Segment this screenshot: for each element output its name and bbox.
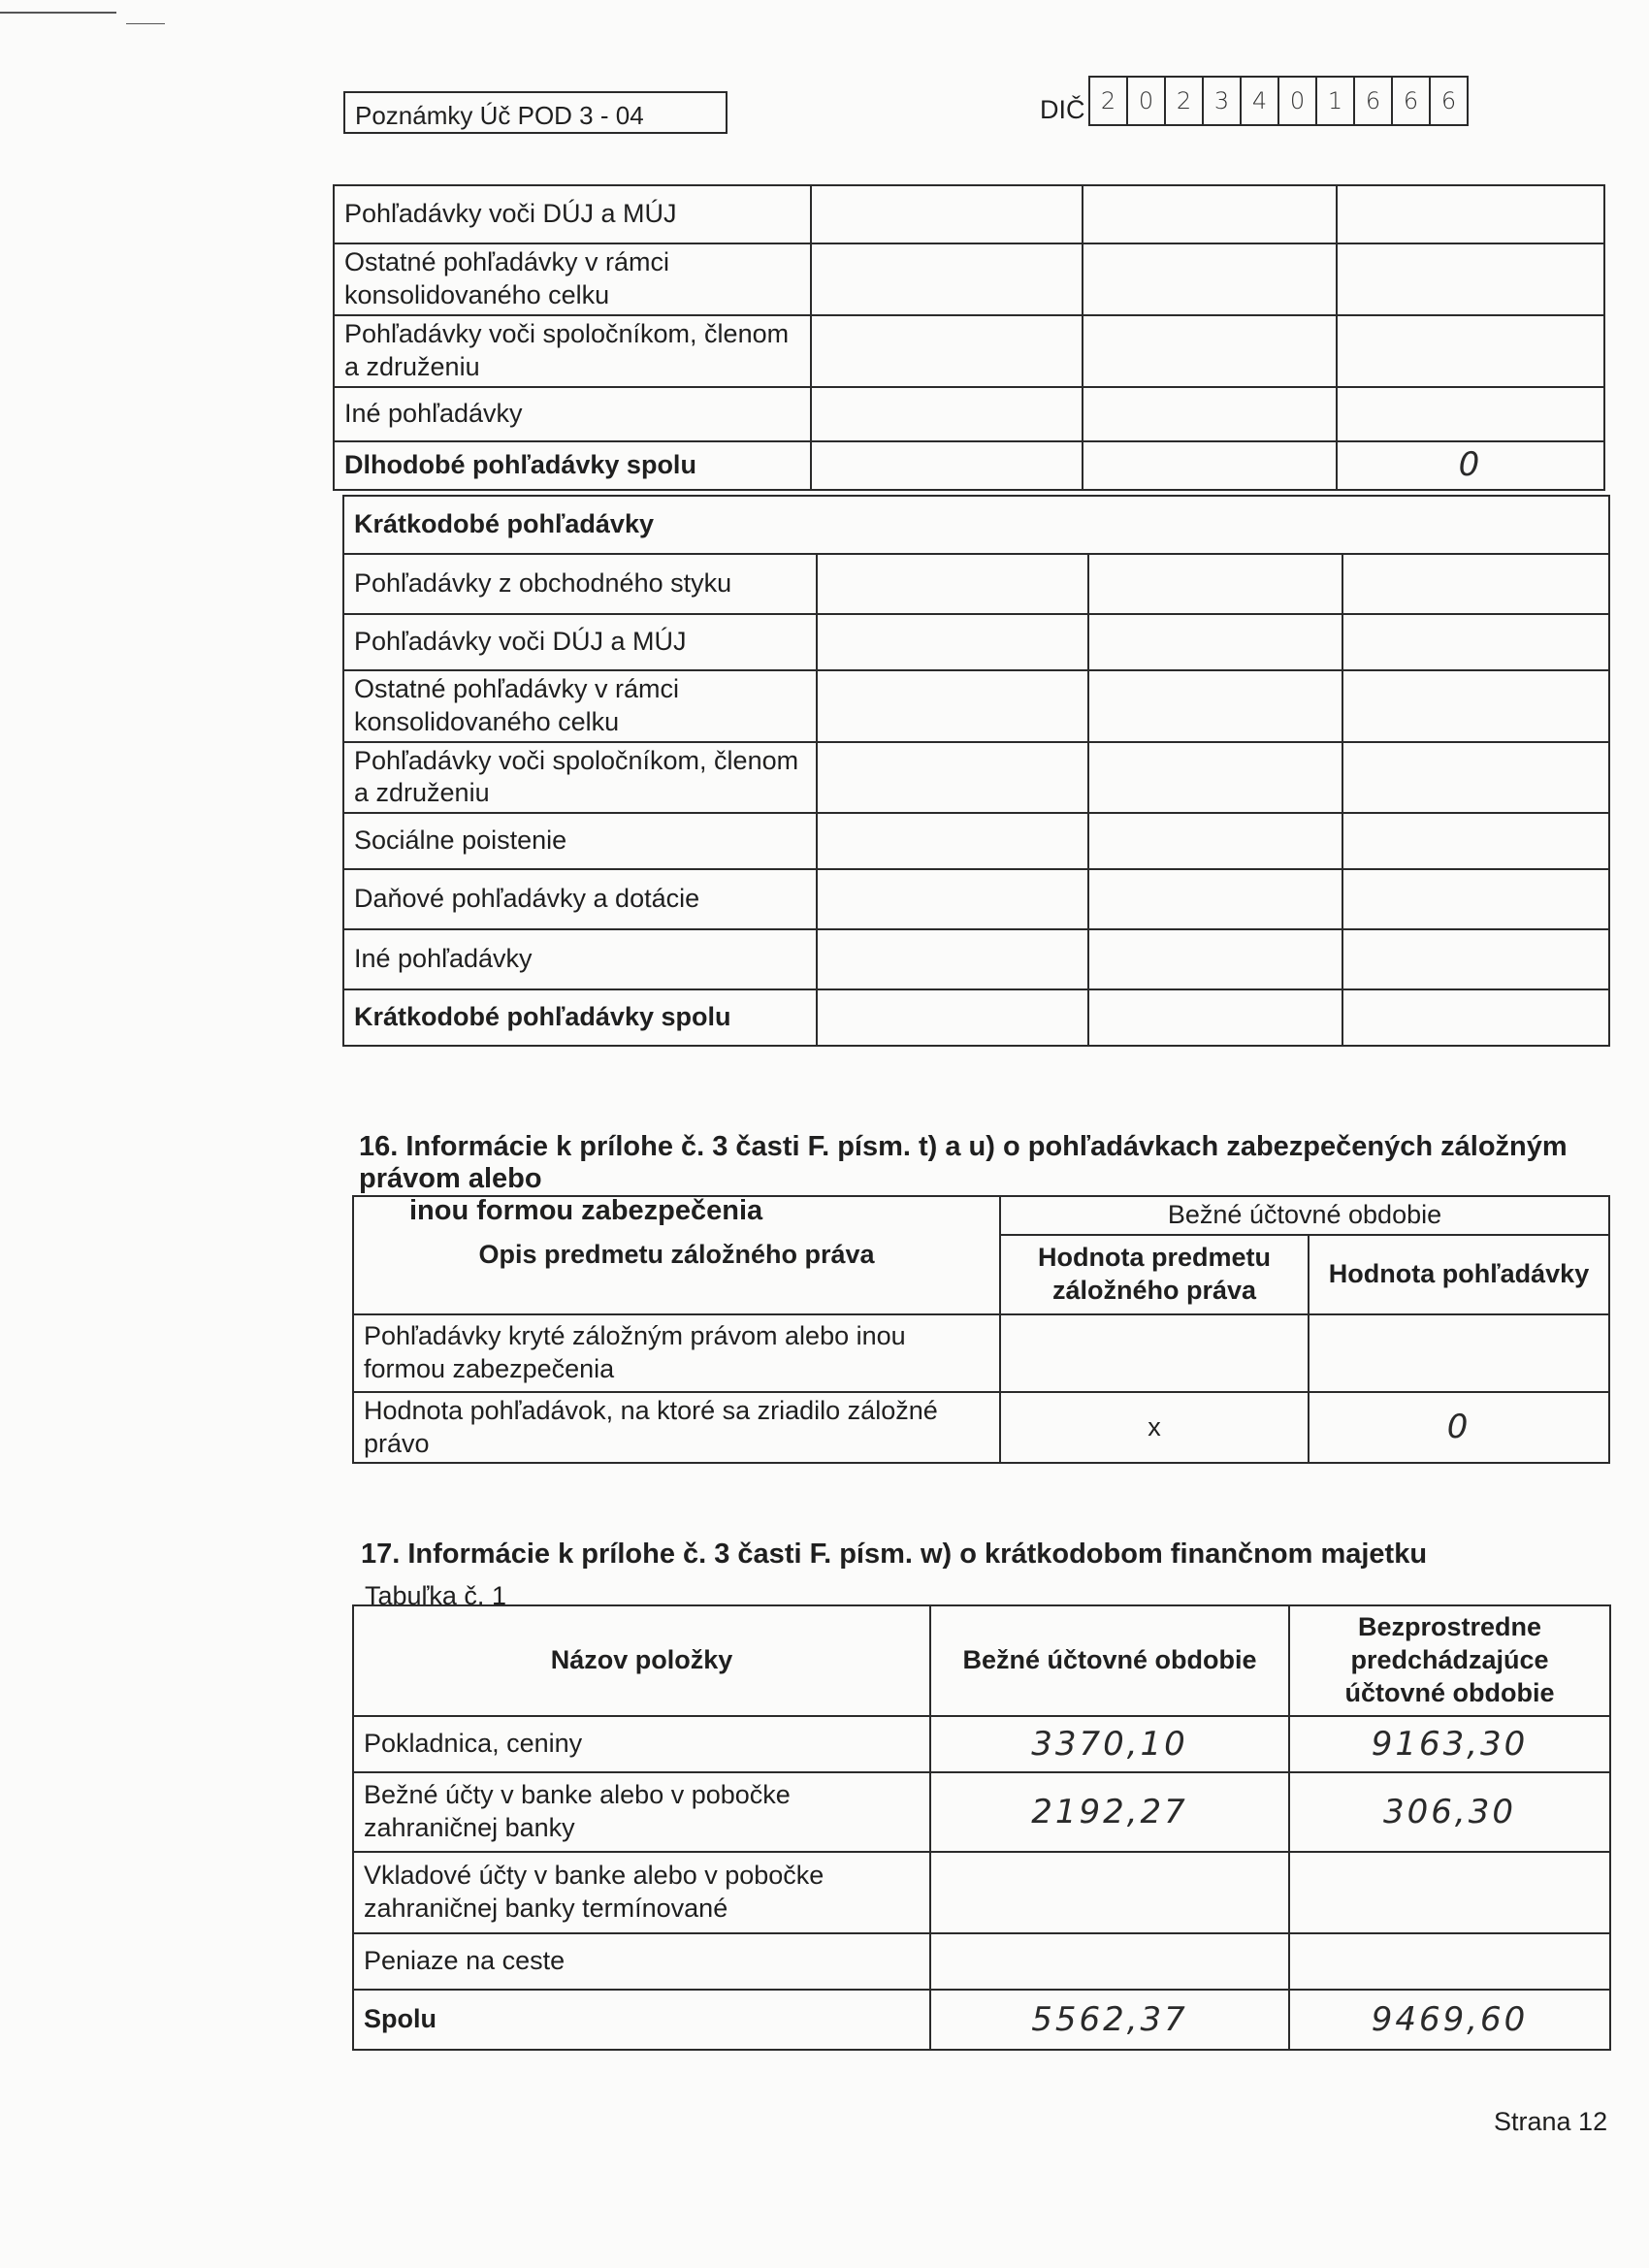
value-cell	[1083, 387, 1337, 441]
value-cell	[1088, 670, 1342, 742]
value-cell	[1088, 614, 1342, 670]
scan-edge-mark	[0, 12, 116, 14]
value-cell	[1083, 315, 1337, 387]
table-row	[353, 1392, 1609, 1464]
row-label: Ostatné pohľadávky v rámci konsolidovaného celku	[343, 670, 817, 742]
scan-edge-mark	[126, 23, 165, 24]
table-row	[343, 670, 1609, 742]
form-code: Poznámky Úč POD 3 - 04	[355, 101, 644, 130]
dic-digit: 6	[1393, 78, 1431, 124]
value-cell	[1088, 554, 1342, 614]
previous-period-cell	[1289, 1852, 1610, 1933]
dic-digit: 1	[1317, 78, 1355, 124]
previous-period-cell	[1289, 1933, 1610, 1990]
value-cell	[1342, 614, 1609, 670]
value-subject-cell	[1000, 1314, 1309, 1392]
section-17-table	[352, 1604, 1611, 2051]
value-cell	[1088, 929, 1342, 989]
value-cell	[817, 929, 1088, 989]
row-label: Pohľadávky z obchodného styku	[343, 554, 817, 614]
table-row	[334, 185, 1604, 243]
value-cell	[811, 387, 1083, 441]
long-term-receivables-table	[333, 184, 1605, 491]
form-code-box	[343, 91, 728, 134]
table-row	[343, 554, 1609, 614]
value-cell	[817, 614, 1088, 670]
value-receivable-cell: 0	[1309, 1392, 1609, 1464]
row-label: Pohľadávky voči spoločníkom, členom a združeniu	[334, 315, 811, 387]
value-cell	[1337, 185, 1604, 243]
table-row	[343, 989, 1609, 1046]
value-cell	[1342, 670, 1609, 742]
row-label: Spolu	[353, 1990, 930, 2050]
value-cell	[1337, 315, 1604, 387]
table-row	[353, 1314, 1609, 1392]
table-row	[343, 614, 1609, 670]
current-period-cell: 3370,10	[930, 1716, 1289, 1772]
value-cell	[817, 813, 1088, 869]
row-label: Vkladové účty v banke alebo v pobočke zahraničnej banky termínované	[353, 1852, 930, 1933]
row-label: Sociálne poistenie	[343, 813, 817, 869]
table-row	[334, 243, 1604, 315]
value-cell	[1342, 742, 1609, 814]
row-label: Pohľadávky voči DÚJ a MÚJ	[343, 614, 817, 670]
dic-digit: 0	[1279, 78, 1317, 124]
value-cell	[1342, 554, 1609, 614]
row-label: Pohľadávky kryté záložným právom alebo inou formou zabezpečenia	[353, 1314, 1000, 1392]
dic-digit: 2	[1166, 78, 1204, 124]
row-label: Pohľadávky voči DÚJ a MÚJ	[334, 185, 811, 243]
value-cell	[1088, 869, 1342, 929]
table-row	[353, 1933, 1610, 1990]
table-row	[353, 1990, 1610, 2050]
value-cell	[1342, 929, 1609, 989]
table-row	[343, 869, 1609, 929]
value-cell	[817, 742, 1088, 814]
section-heading-row	[343, 496, 1609, 554]
current-period-cell	[930, 1852, 1289, 1933]
col-header-current-period: Bežné účtovné obdobie	[930, 1605, 1289, 1716]
row-label: Hodnota pohľadávok, na ktoré sa zriadilo záložné právo	[353, 1392, 1000, 1464]
table-row	[353, 1716, 1610, 1772]
value-cell	[1083, 441, 1337, 490]
section-16-title-line2: inou formou zabezpečenia	[409, 1195, 763, 1226]
previous-period-cell: 9469,60	[1289, 1990, 1610, 2050]
table-row	[353, 1852, 1610, 1933]
row-label: Pokladnica, ceniny	[353, 1716, 930, 1772]
value-cell	[1088, 813, 1342, 869]
value-cell	[817, 989, 1088, 1046]
table-row	[334, 387, 1604, 441]
row-label: Iné pohľadávky	[343, 929, 817, 989]
row-label: Bežné účty v banke alebo v pobočke zahraničnej banky	[353, 1772, 930, 1852]
table-row	[343, 929, 1609, 989]
table-row	[334, 441, 1604, 490]
value-cell	[817, 554, 1088, 614]
page-number: Strana 12	[1494, 2107, 1608, 2136]
previous-period-cell: 9163,30	[1289, 1716, 1610, 1772]
value-cell	[1337, 243, 1604, 315]
value-cell	[817, 869, 1088, 929]
value-cell	[1083, 185, 1337, 243]
col-header-description: Opis predmetu záložného práva	[353, 1196, 1000, 1314]
col-header-item-name: Názov položky	[353, 1605, 930, 1716]
short-term-receivables-table	[342, 495, 1610, 1047]
table-row	[353, 1772, 1610, 1852]
row-label: Krátkodobé pohľadávky spolu	[343, 989, 817, 1046]
dic-digit: 6	[1440, 87, 1457, 114]
value-cell	[1088, 989, 1342, 1046]
col-header-period: Bežné účtovné obdobie	[1000, 1196, 1609, 1235]
table-row	[343, 813, 1609, 869]
value-cell: 0	[1337, 441, 1604, 490]
col-header-previous-period: Bezprostredne predchádzajúce účtovné obdobie	[1289, 1605, 1610, 1716]
dic-digit: 2	[1090, 78, 1128, 124]
current-period-cell: 5562,37	[930, 1990, 1289, 2050]
value-cell	[1083, 243, 1337, 315]
col-header-value-subject: Hodnota predmetu záložného práva	[1000, 1235, 1309, 1314]
section-16-title-line1: 16. Informácie k prílohe č. 3 časti F. písm. t) a u) o pohľadávkach zabezpečených záložným právom alebo	[359, 1131, 1568, 1194]
value-cell	[811, 441, 1083, 490]
value-subject-cell: x	[1000, 1392, 1309, 1464]
dic-digit: 3	[1204, 78, 1242, 124]
table-row	[343, 742, 1609, 814]
value-cell	[1337, 387, 1604, 441]
value-receivable-cell	[1309, 1314, 1609, 1392]
current-period-cell: 2192,27	[930, 1772, 1289, 1852]
row-label: Peniaze na ceste	[353, 1933, 930, 1990]
dic-digit: 0	[1128, 78, 1166, 124]
value-cell	[1088, 742, 1342, 814]
col-header-value-receivable: Hodnota pohľadávky	[1309, 1235, 1609, 1314]
value-cell	[811, 315, 1083, 387]
value-cell	[817, 670, 1088, 742]
row-label: Daňové pohľadávky a dotácie	[343, 869, 817, 929]
section-16-table	[352, 1195, 1610, 1464]
value-cell	[811, 185, 1083, 243]
table-row	[334, 315, 1604, 387]
row-label: Ostatné pohľadávky v rámci konsolidovaného celku	[334, 243, 811, 315]
value-cell	[1342, 989, 1609, 1046]
dic-digit: 6	[1355, 78, 1393, 124]
section-17-subtitle: Tabuľka č. 1	[365, 1581, 506, 1610]
row-label: Iné pohľadávky	[334, 387, 811, 441]
dic-digit-boxes	[1088, 76, 1469, 126]
value-cell	[1342, 813, 1609, 869]
dic-label: DIČ	[1040, 95, 1085, 124]
dic-digit: 4	[1242, 78, 1279, 124]
value-cell	[1342, 869, 1609, 929]
current-period-cell	[930, 1933, 1289, 1990]
short-term-heading: Krátkodobé pohľadávky	[343, 496, 1609, 554]
row-label: Pohľadávky voči spoločníkom, členom a združeniu	[343, 742, 817, 814]
value-cell	[811, 243, 1083, 315]
previous-period-cell: 306,30	[1289, 1772, 1610, 1852]
row-label: Dlhodobé pohľadávky spolu	[334, 441, 811, 490]
section-17-title: 17. Informácie k prílohe č. 3 časti F. písm. w) o krátkodobom finančnom majetku	[361, 1539, 1428, 1570]
